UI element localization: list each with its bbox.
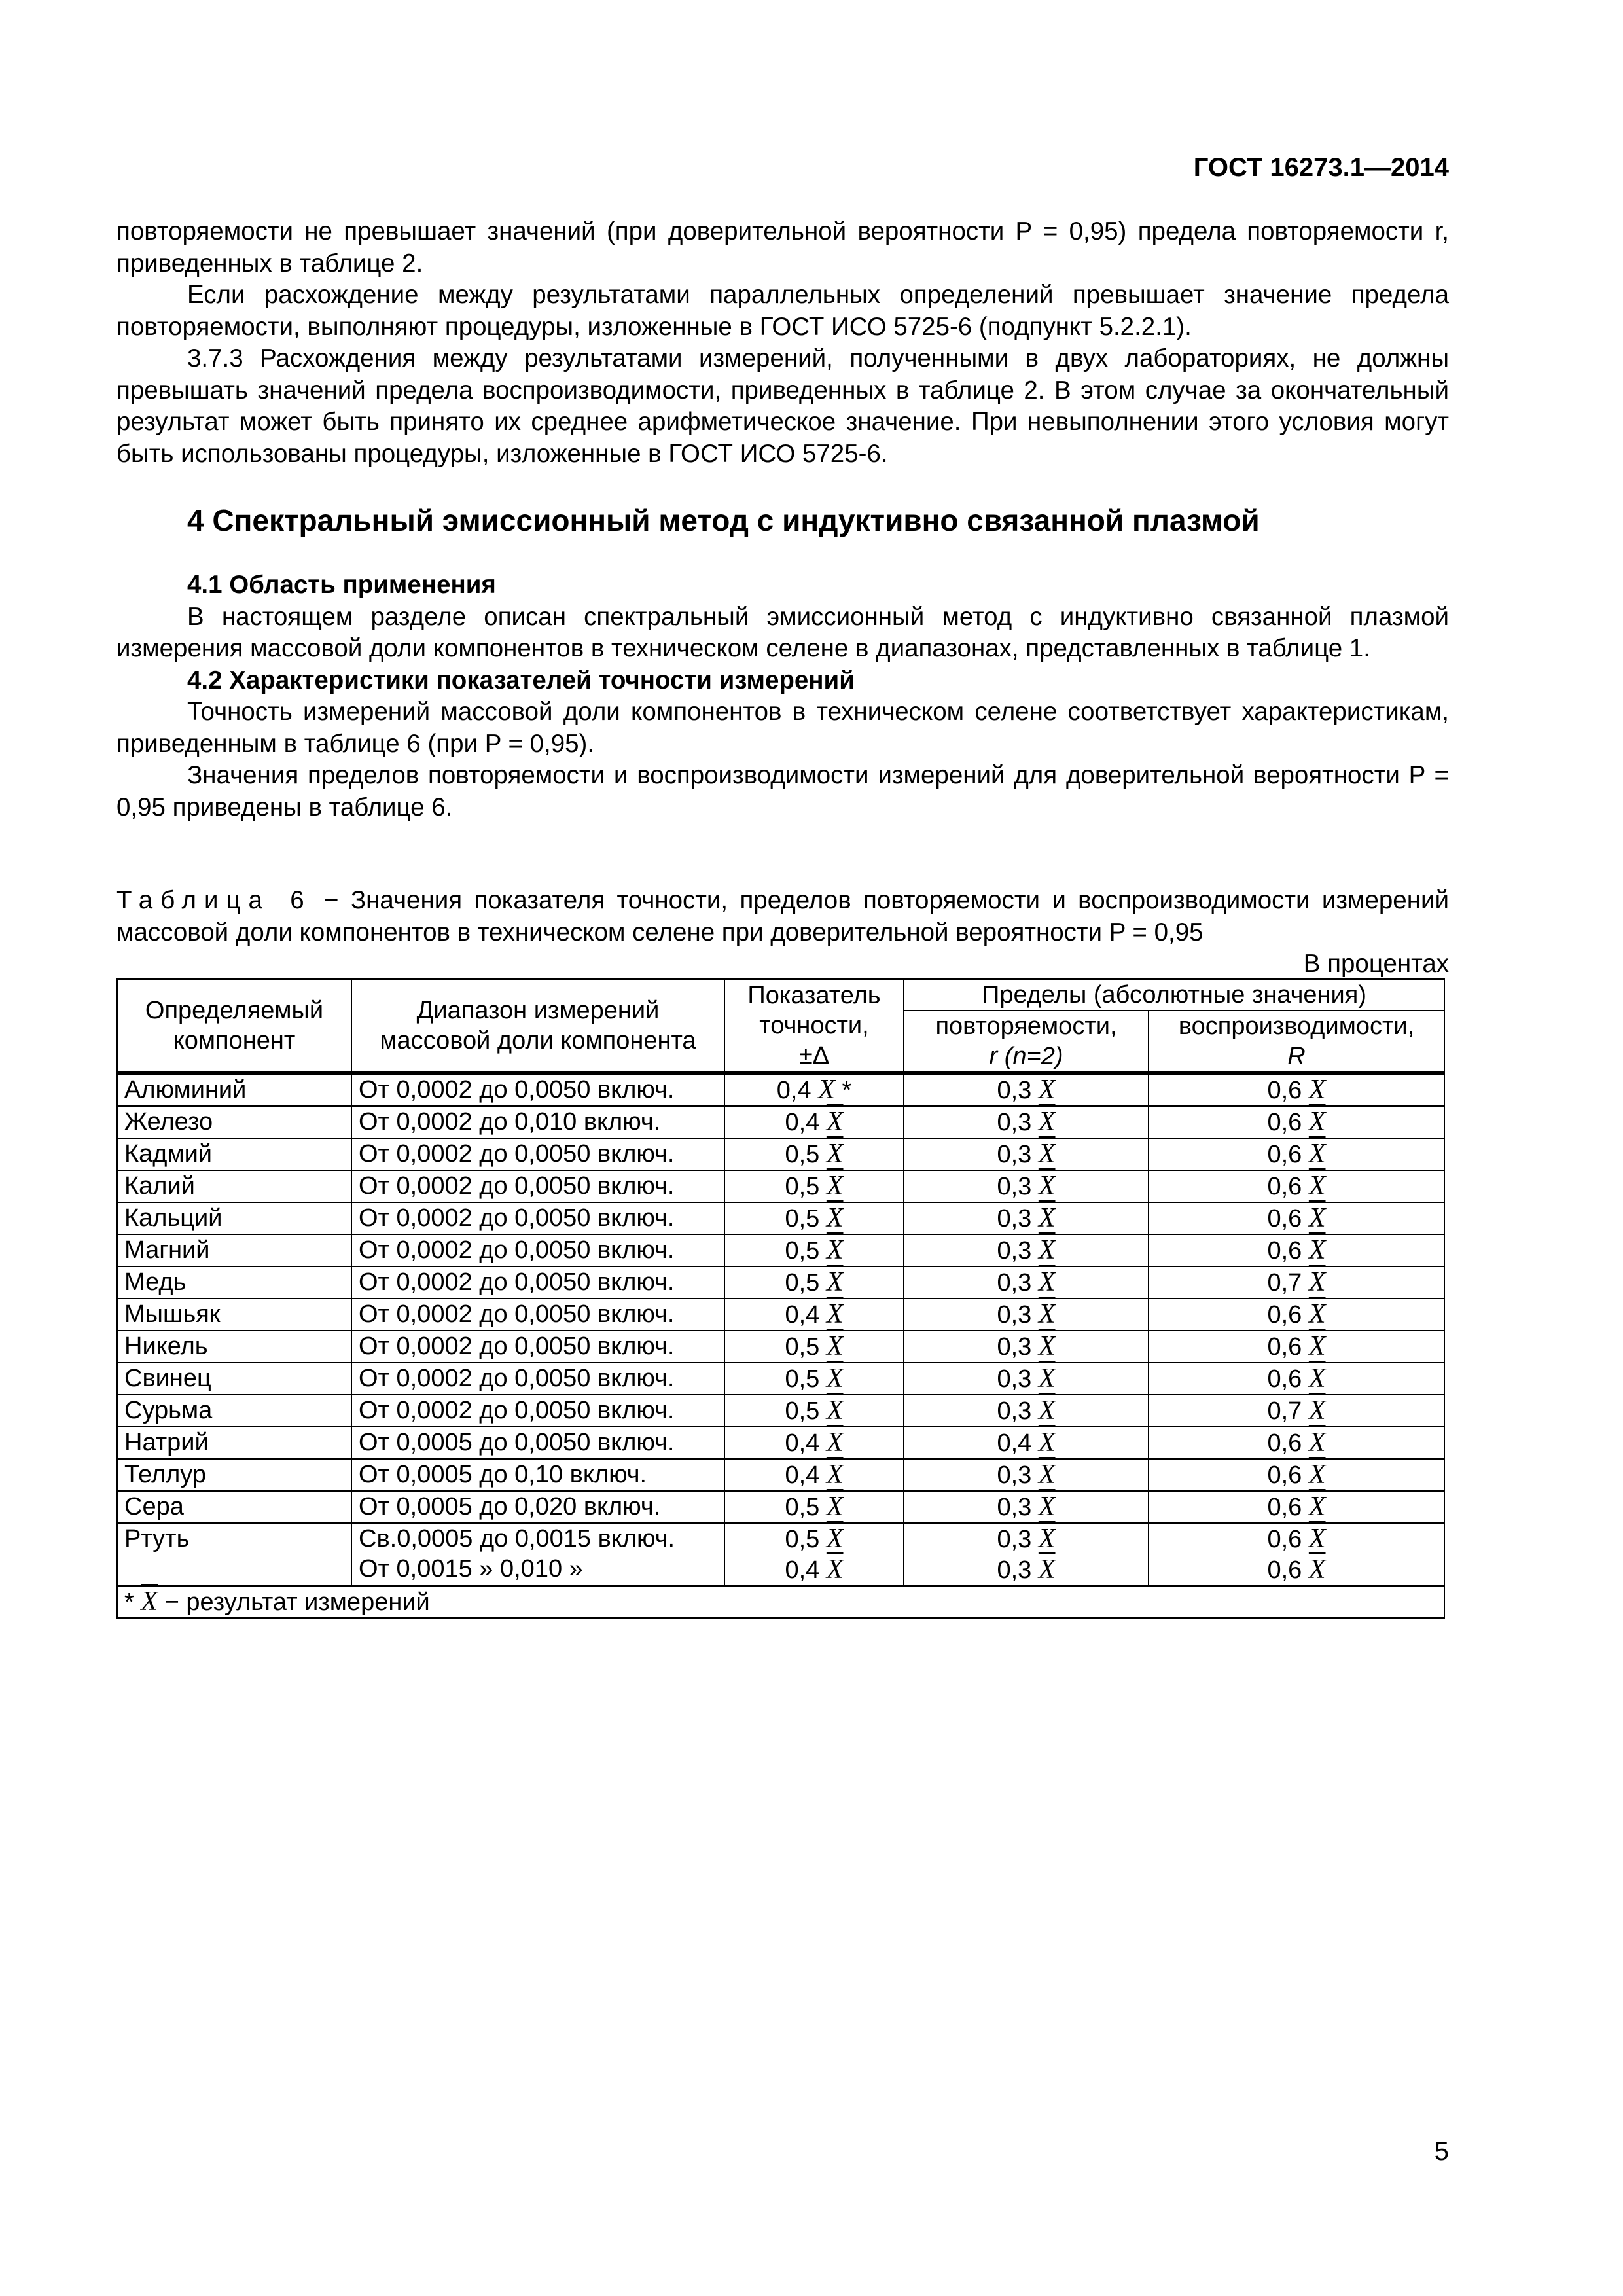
x-bar-symbol: $\overline{X}$ xyxy=(1308,1427,1326,1458)
cell-value: 0,6 xyxy=(1267,1365,1309,1393)
cell-accuracy xyxy=(724,1395,904,1427)
table-row xyxy=(117,1234,1444,1266)
header-limits: Пределы (абсолютные значения) xyxy=(904,979,1444,1011)
cell-reproducibility xyxy=(1149,1138,1444,1170)
cell-reproducibility xyxy=(1149,1073,1444,1107)
cell-accuracy xyxy=(724,1523,904,1586)
x-bar-symbol: $\overline{X}$ xyxy=(141,1587,158,1617)
header-repeatability-label: повторяемости, xyxy=(935,1013,1117,1040)
cell-component: Сурьма xyxy=(117,1395,351,1427)
cell-value: 0,6 xyxy=(1267,1526,1309,1553)
cell-value: 0,3 xyxy=(997,1077,1039,1104)
document-code: ГОСТ 16273.1—2014 xyxy=(1193,153,1449,182)
cell-component: Калий xyxy=(117,1170,351,1202)
x-bar-symbol: $\overline{X}$ xyxy=(1038,1460,1056,1490)
x-bar-symbol: $\overline{X}$ xyxy=(1308,1299,1326,1329)
cell-value: 0,3 xyxy=(997,1237,1039,1265)
cell-value: 0,4 xyxy=(776,1077,819,1104)
subsection-title: 4.1 Область применения xyxy=(187,571,496,599)
cell-component: Свинец xyxy=(117,1363,351,1395)
reproducibility-symbol: R xyxy=(1287,1043,1306,1070)
table-units: В процентах xyxy=(1303,950,1449,978)
table-caption-label: Таблица 6 xyxy=(116,886,312,914)
cell-component: Алюминий xyxy=(117,1073,351,1107)
cell-repeatability xyxy=(904,1395,1149,1427)
x-bar-symbol: $\overline{X}$ xyxy=(1038,1363,1056,1393)
cell-accuracy xyxy=(724,1427,904,1459)
x-bar-symbol: $\overline{X}$ xyxy=(1308,1331,1326,1361)
cell-value: 0,3 xyxy=(997,1109,1039,1136)
cell-value: 0,4 xyxy=(785,1109,827,1136)
cell-component: Железо xyxy=(117,1106,351,1138)
paragraph: Значения пределов повторяемости и воспроизводимости измерений для доверительной вероятности P = 0,95 приведены в таблице 6. xyxy=(116,761,1449,821)
cell-value: 0,6 xyxy=(1267,1333,1309,1361)
cell-repeatability xyxy=(904,1138,1149,1170)
cell-component: Кадмий xyxy=(117,1138,351,1170)
cell-value: 0,3 xyxy=(997,1526,1039,1553)
subsection-title: 4.2 Характеристики показателей точности измерений xyxy=(187,666,855,694)
cell-range: От 0,0005 до 0,10 включ. xyxy=(351,1459,724,1491)
cell-value: 0,5 xyxy=(785,1397,827,1425)
cell-repeatability xyxy=(904,1202,1149,1234)
cell-range: От 0,0002 до 0,0050 включ. xyxy=(351,1363,724,1395)
x-bar-symbol: $\overline{X}$ xyxy=(826,1299,844,1329)
table-caption-text: − Значения показателя точности, пределов повторяемости и воспроизводимости измерений массовой доли компонентов в техническом селене при доверительной вероятности P = 0,95 xyxy=(116,886,1449,946)
x-bar-symbol: $\overline{X}$ xyxy=(826,1363,844,1393)
x-bar-symbol: $\overline{X}$ xyxy=(1308,1203,1326,1233)
page-number: 5 xyxy=(1434,2137,1449,2166)
x-bar-symbol: $\overline{X}$ xyxy=(1038,1203,1056,1233)
x-bar-symbol: $\overline{X}$ xyxy=(826,1235,844,1265)
cell-accuracy xyxy=(724,1491,904,1523)
cell-value: 0,3 xyxy=(997,1269,1039,1297)
cell-value: 0,3 xyxy=(997,1556,1039,1584)
x-bar-symbol: $\overline{X}$ xyxy=(1038,1139,1056,1169)
table-row xyxy=(117,1106,1444,1138)
cell-accuracy xyxy=(724,1073,904,1107)
x-bar-symbol: $\overline{X}$ xyxy=(1038,1395,1056,1426)
x-bar-symbol: $\overline{X}$ xyxy=(1308,1267,1326,1297)
cell-range: От 0,0002 до 0,0050 включ. xyxy=(351,1266,724,1299)
cell-range: От 0,0005 до 0,0050 включ. xyxy=(351,1427,724,1459)
paragraph: повторяемости не превышает значений (при доверительной вероятности P = 0,95) предела повторяемости r, приведенных в таблице 2. xyxy=(116,217,1449,278)
x-bar-symbol: $\overline{X}$ xyxy=(1308,1395,1326,1426)
cell-repeatability xyxy=(904,1427,1149,1459)
cell-value: 0,6 xyxy=(1267,1556,1309,1584)
body-text xyxy=(116,216,1449,470)
cell-accuracy xyxy=(724,1138,904,1170)
cell-range: Св.0,0005 до 0,0015 включ. От 0,0015 » 0,010 » xyxy=(351,1523,724,1586)
header-range: Диапазон измерений массовой доли компонента xyxy=(351,979,724,1073)
cell-value: 0,6 xyxy=(1267,1237,1309,1265)
cell-accuracy xyxy=(724,1170,904,1202)
table-row xyxy=(117,1266,1444,1299)
cell-value: 0,3 xyxy=(997,1333,1039,1361)
cell-reproducibility xyxy=(1149,1491,1444,1523)
cell-reproducibility xyxy=(1149,1363,1444,1395)
cell-repeatability xyxy=(904,1299,1149,1331)
x-bar-symbol: $\overline{X}$ xyxy=(1038,1107,1056,1137)
cell-repeatability xyxy=(904,1073,1149,1107)
cell-value: 0,4 xyxy=(785,1429,827,1457)
table-row xyxy=(117,1459,1444,1491)
x-bar-symbol: $\overline{X}$ xyxy=(1308,1107,1326,1137)
cell-range: От 0,0002 до 0,0050 включ. xyxy=(351,1395,724,1427)
cell-repeatability xyxy=(904,1491,1149,1523)
x-bar-symbol: $\overline{X}$ xyxy=(826,1460,844,1490)
cell-value: 0,3 xyxy=(997,1173,1039,1200)
cell-reproducibility xyxy=(1149,1459,1444,1491)
cell-value: 0,5 xyxy=(785,1333,827,1361)
subsection-block xyxy=(116,569,1449,823)
cell-accuracy xyxy=(724,1363,904,1395)
cell-component: Магний xyxy=(117,1234,351,1266)
x-bar-symbol: $\overline{X}$ xyxy=(1038,1075,1056,1105)
footnote-marker: * xyxy=(124,1588,141,1616)
table-footnote xyxy=(117,1586,1444,1618)
cell-value: 0,5 xyxy=(785,1365,827,1393)
cell-reproducibility xyxy=(1149,1523,1444,1586)
cell-component: Теллур xyxy=(117,1459,351,1491)
x-bar-symbol: $\overline{X}$ xyxy=(1308,1460,1326,1490)
x-bar-symbol: $\overline{X}$ xyxy=(826,1524,844,1554)
cell-component: Никель xyxy=(117,1331,351,1363)
paragraph: В настоящем разделе описан спектральный эмиссионный метод с индуктивно связанной плазмой измерения массовой доли компонентов в техническом селене в диапазонах, представленных в таблице 1. xyxy=(116,602,1449,662)
cell-value: 0,5 xyxy=(785,1269,827,1297)
x-bar-symbol: $\overline{X}$ xyxy=(818,1075,835,1105)
cell-repeatability xyxy=(904,1106,1149,1138)
cell-value: 0,6 xyxy=(1267,1205,1309,1232)
cell-accuracy xyxy=(724,1299,904,1331)
cell-accuracy xyxy=(724,1202,904,1234)
cell-value: 0,4 xyxy=(997,1429,1039,1457)
x-bar-symbol: $\overline{X}$ xyxy=(1038,1299,1056,1329)
cell-range: От 0,0002 до 0,0050 включ. xyxy=(351,1138,724,1170)
cell-reproducibility xyxy=(1149,1299,1444,1331)
cell-value: 0,5 xyxy=(785,1494,827,1521)
footnote-marker: * xyxy=(834,1077,852,1104)
cell-reproducibility xyxy=(1149,1427,1444,1459)
table-row xyxy=(117,1363,1444,1395)
cell-range: От 0,0005 до 0,020 включ. xyxy=(351,1491,724,1523)
x-bar-symbol: $\overline{X}$ xyxy=(1038,1267,1056,1297)
paragraph: 3.7.3 Расхождения между результатами измерений, полученными в двух лабораториях, не должны превышать значений предела воспроизводимости, приведенных в таблице 2. В этом случае за окончательный результат может быть принято их среднее арифметическое значение. При невыполнении этого условия могут быть использованы процедуры, изложенные в ГОСТ ИСО 5725-6. xyxy=(116,344,1449,468)
header-reproducibility xyxy=(1149,1011,1444,1073)
table-row xyxy=(117,1523,1444,1586)
cell-repeatability xyxy=(904,1523,1149,1586)
cell-value: 0,6 xyxy=(1267,1173,1309,1200)
x-bar-symbol: $\overline{X}$ xyxy=(1308,1363,1326,1393)
paragraph: Точность измерений массовой доли компонентов в техническом селене соответствует характеристикам, приведенным в таблице 6 (при P = 0,95). xyxy=(116,698,1449,758)
cell-reproducibility xyxy=(1149,1395,1444,1427)
cell-component: Мышьяк xyxy=(117,1299,351,1331)
cell-value: 0,6 xyxy=(1267,1077,1309,1104)
cell-value: 0,5 xyxy=(785,1205,827,1232)
cell-range: От 0,0002 до 0,0050 включ. xyxy=(351,1202,724,1234)
cell-component: Медь xyxy=(117,1266,351,1299)
cell-range: От 0,0002 до 0,0050 включ. xyxy=(351,1234,724,1266)
cell-component: Ртуть xyxy=(117,1523,351,1586)
x-bar-symbol: $\overline{X}$ xyxy=(826,1554,844,1585)
cell-range: От 0,0002 до 0,0050 включ. xyxy=(351,1331,724,1363)
cell-accuracy xyxy=(724,1331,904,1363)
cell-value: 0,6 xyxy=(1267,1141,1309,1168)
x-bar-symbol: $\overline{X}$ xyxy=(1038,1235,1056,1265)
footnote-text: − результат измерений xyxy=(158,1588,430,1616)
x-bar-symbol: $\overline{X}$ xyxy=(1308,1554,1326,1585)
cell-value: 0,4 xyxy=(785,1301,827,1329)
table-caption xyxy=(116,885,1449,948)
header-accuracy-label: Показатель точности, xyxy=(747,982,881,1039)
table-row xyxy=(117,1202,1444,1234)
cell-value: 0,7 xyxy=(1267,1397,1309,1425)
cell-accuracy xyxy=(724,1459,904,1491)
cell-range: От 0,0002 до 0,010 включ. xyxy=(351,1106,724,1138)
repeatability-symbol: r (n=2) xyxy=(989,1043,1063,1070)
x-bar-symbol: $\overline{X}$ xyxy=(1038,1331,1056,1361)
x-bar-symbol: $\overline{X}$ xyxy=(1308,1171,1326,1201)
cell-value: 0,3 xyxy=(997,1205,1039,1232)
x-bar-symbol: $\overline{X}$ xyxy=(1308,1524,1326,1554)
cell-repeatability xyxy=(904,1363,1149,1395)
x-bar-symbol: $\overline{X}$ xyxy=(1038,1524,1056,1554)
x-bar-symbol: $\overline{X}$ xyxy=(826,1107,844,1137)
x-bar-symbol: $\overline{X}$ xyxy=(1038,1171,1056,1201)
x-bar-symbol: $\overline{X}$ xyxy=(1308,1075,1326,1105)
cell-value: 0,4 xyxy=(785,1462,827,1489)
table-row xyxy=(117,1170,1444,1202)
table-row xyxy=(117,1427,1444,1459)
x-bar-symbol: $\overline{X}$ xyxy=(1038,1492,1056,1522)
table-row xyxy=(117,1138,1444,1170)
cell-value: 0,7 xyxy=(1267,1269,1309,1297)
cell-range: От 0,0002 до 0,0050 включ. xyxy=(351,1299,724,1331)
x-bar-symbol: $\overline{X}$ xyxy=(826,1427,844,1458)
cell-reproducibility xyxy=(1149,1331,1444,1363)
cell-value: 0,5 xyxy=(785,1526,827,1553)
cell-repeatability xyxy=(904,1266,1149,1299)
cell-repeatability xyxy=(904,1459,1149,1491)
cell-value: 0,3 xyxy=(997,1301,1039,1329)
cell-value: 0,3 xyxy=(997,1397,1039,1425)
x-bar-symbol: $\overline{X}$ xyxy=(1308,1492,1326,1522)
cell-range: От 0,0002 до 0,0050 включ. xyxy=(351,1170,724,1202)
cell-reproducibility xyxy=(1149,1106,1444,1138)
header-accuracy xyxy=(724,979,904,1073)
cell-value: 0,6 xyxy=(1267,1301,1309,1329)
cell-value: 0,3 xyxy=(997,1365,1039,1393)
x-bar-symbol: $\overline{X}$ xyxy=(1038,1554,1056,1585)
cell-accuracy xyxy=(724,1234,904,1266)
header-reproducibility-label: воспроизводимости, xyxy=(1178,1013,1415,1040)
x-bar-symbol: $\overline{X}$ xyxy=(1038,1427,1056,1458)
cell-repeatability xyxy=(904,1331,1149,1363)
table-row xyxy=(117,1331,1444,1363)
cell-value: 0,6 xyxy=(1267,1462,1309,1489)
accuracy-symbol: ±Δ xyxy=(798,1042,830,1069)
cell-value: 0,6 xyxy=(1267,1109,1309,1136)
cell-reproducibility xyxy=(1149,1202,1444,1234)
table-footnote-row xyxy=(117,1586,1444,1618)
x-bar-symbol: $\overline{X}$ xyxy=(826,1492,844,1522)
table-row xyxy=(117,1395,1444,1427)
table-row xyxy=(117,1073,1444,1107)
cell-value: 0,5 xyxy=(785,1173,827,1200)
x-bar-symbol: $\overline{X}$ xyxy=(826,1203,844,1233)
table-row xyxy=(117,1491,1444,1523)
x-bar-symbol: $\overline{X}$ xyxy=(826,1139,844,1169)
header-repeatability xyxy=(904,1011,1149,1073)
cell-range: От 0,0002 до 0,0050 включ. xyxy=(351,1073,724,1107)
cell-component: Сера xyxy=(117,1491,351,1523)
x-bar-symbol: $\overline{X}$ xyxy=(826,1331,844,1361)
cell-value: 0,3 xyxy=(997,1141,1039,1168)
cell-value: 0,6 xyxy=(1267,1429,1309,1457)
section-title: 4 Спектральный эмиссионный метод с индуктивно связанной плазмой xyxy=(187,503,1260,537)
x-bar-symbol: $\overline{X}$ xyxy=(826,1267,844,1297)
cell-value: 0,4 xyxy=(785,1556,827,1584)
cell-accuracy xyxy=(724,1266,904,1299)
cell-value: 0,5 xyxy=(785,1237,827,1265)
cell-repeatability xyxy=(904,1234,1149,1266)
cell-reproducibility xyxy=(1149,1234,1444,1266)
x-bar-symbol: $\overline{X}$ xyxy=(1308,1139,1326,1169)
cell-reproducibility xyxy=(1149,1266,1444,1299)
paragraph: Если расхождение между результатами параллельных определений превышает значение предела повторяемости, выполняют процедуры, изложенные в ГОСТ ИСО 5725-6 (подпункт 5.2.2.1). xyxy=(116,281,1449,341)
x-bar-symbol: $\overline{X}$ xyxy=(826,1395,844,1426)
cell-value: 0,3 xyxy=(997,1494,1039,1521)
cell-value: 0,5 xyxy=(785,1141,827,1168)
x-bar-symbol: $\overline{X}$ xyxy=(826,1171,844,1201)
cell-component: Натрий xyxy=(117,1427,351,1459)
header-component: Определяемый компонент xyxy=(117,979,351,1073)
cell-value: 0,6 xyxy=(1267,1494,1309,1521)
x-bar-symbol: $\overline{X}$ xyxy=(1308,1235,1326,1265)
cell-component: Кальций xyxy=(117,1202,351,1234)
cell-value: 0,3 xyxy=(997,1462,1039,1489)
cell-reproducibility xyxy=(1149,1170,1444,1202)
accuracy-table xyxy=(116,978,1445,1619)
cell-repeatability xyxy=(904,1170,1149,1202)
table-row xyxy=(117,1299,1444,1331)
cell-accuracy xyxy=(724,1106,904,1138)
